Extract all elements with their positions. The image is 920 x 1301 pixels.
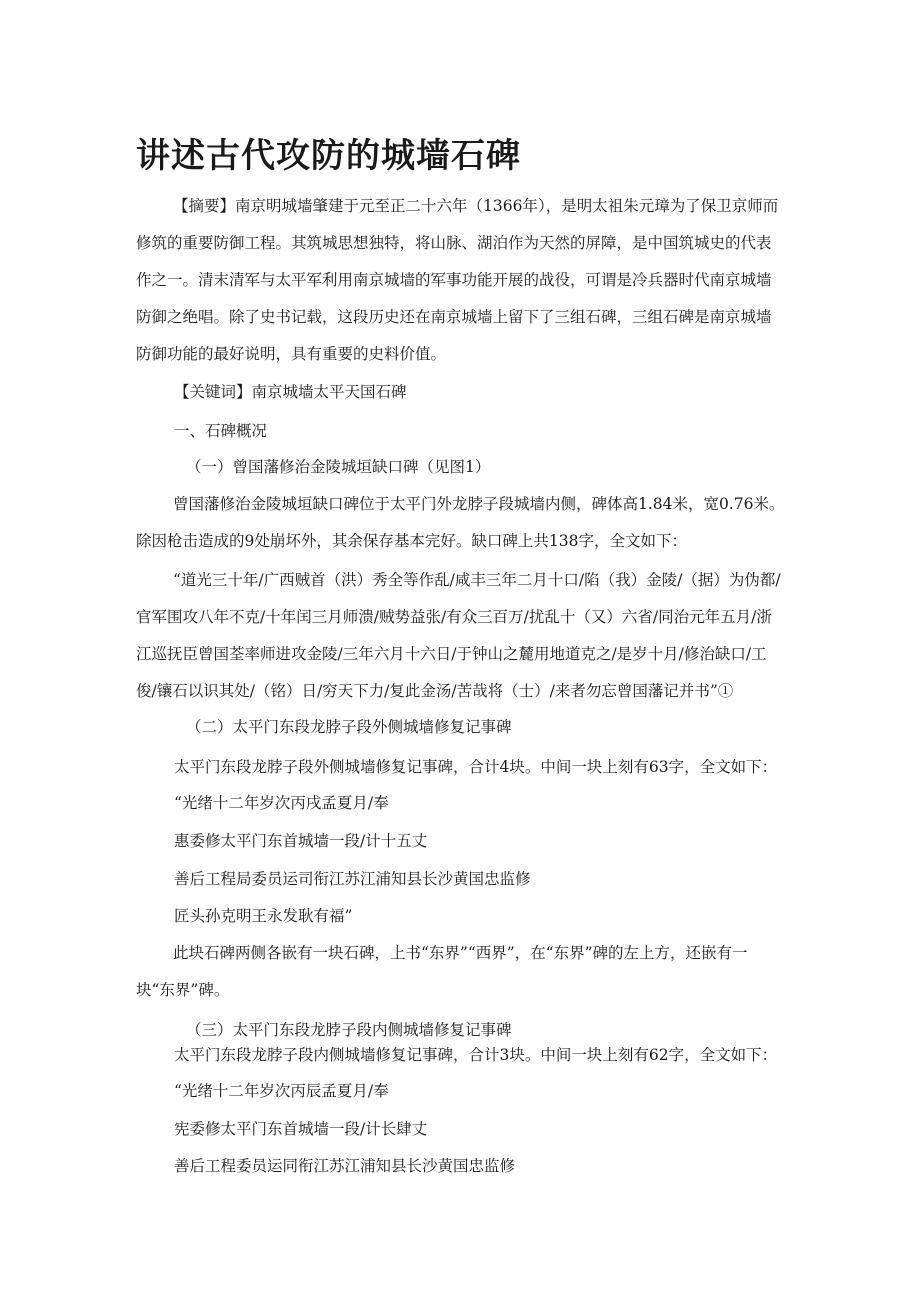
inscription-line: 善后工程委员运同衔江苏江浦知县长沙黄国忠监修	[174, 1157, 516, 1175]
inscription-line: 匠头孙克明王永发耿有福”	[174, 907, 353, 925]
subsection-heading: （二）太平门东段龙脖子段外侧城墙修复记事碑	[186, 718, 512, 736]
body-paragraph: 此块石碑两侧各嵌有一块石碑，上书“东界”“西界”，在“东界”碑的左上方，还嵌有一块“东界”碑。	[136, 944, 748, 999]
inscription-line: 惠委修太平门东首城墙一段/计十五丈	[174, 832, 428, 850]
subsection-heading: （一）曾国藩修治金陵城垣缺口碑（见图1）	[186, 458, 491, 476]
body-line: 太平门东段龙脖子段外侧城墙修复记事碑，合计4块。中间一块上刻有63字，全文如下：	[174, 758, 778, 776]
page-title: 讲述古代攻防的城墙石碑	[136, 136, 521, 176]
inscription-line: 宪委修太平门东首城墙一段/计长肆丈	[174, 1120, 428, 1138]
abstract-paragraph: 【摘要】南京明城墙肇建于元至正二十六年（1366年），是明太祖朱元璋为了保卫京师而修筑的重要防御工程。其筑城思想独特，将山脉、湖泊作为天然的屏障，是中国筑城史的代表作之一。清末清军与太平军利用南京城墙的军事功能开展的战役，可谓是冷兵器时代南京城墙防御之绝唱。除了史书记载，这段历史还在南京城墙上留下了三组石碑，三组石碑是南京城墙防御功能的最好说明，具有重要的史料价值。	[136, 197, 779, 363]
inscription-line: “光绪十二年岁次丙戌孟夏月/奉	[174, 794, 389, 812]
inscription-line: 善后工程局委员运司衔江苏江浦知县长沙黄国忠监修	[174, 870, 531, 888]
section-heading: 一、石碑概况	[174, 422, 268, 440]
body-line: 太平门东段龙脖子段内侧城墙修复记事碑，合计3块。中间一块上刻有62字，全文如下：	[174, 1046, 778, 1064]
inscription-line: “光绪十二年岁次丙辰孟夏月/奉	[174, 1082, 389, 1100]
keywords-line: 【关键词】南京城墙太平天国石碑	[174, 383, 407, 401]
body-paragraph: 曾国藩修治金陵城垣缺口碑位于太平门外龙脖子段城墙内侧，碑体高1.84米，宽0.76米。除因枪击造成的9处崩坏外，其余保存基本完好。缺口碑上共138字，全文如下：	[136, 495, 785, 550]
subsection-heading: （三）太平门东段龙脖子段内侧城墙修复记事碑	[186, 1021, 512, 1039]
inscription-quote: “道光三十年/广西贼首（洪）秀全等作乱/咸丰三年二月十口/陷（我）金陵/（据）为伪都/官军围攻八年不克/十年闰三月师溃/贼势益张/有众三百万/扰乱十（又）六省/同治元年五月/浙江巡抚臣曾国荃率师进攻金陵/三年六月十六日/于钟山之麓用地道克之/是岁十月/修治缺口/工俊/镶石以识其处/（铭）日/穷天下力/复此金汤/苦哉将（士）/来者勿忘曾国藩记并书”①	[136, 571, 781, 700]
